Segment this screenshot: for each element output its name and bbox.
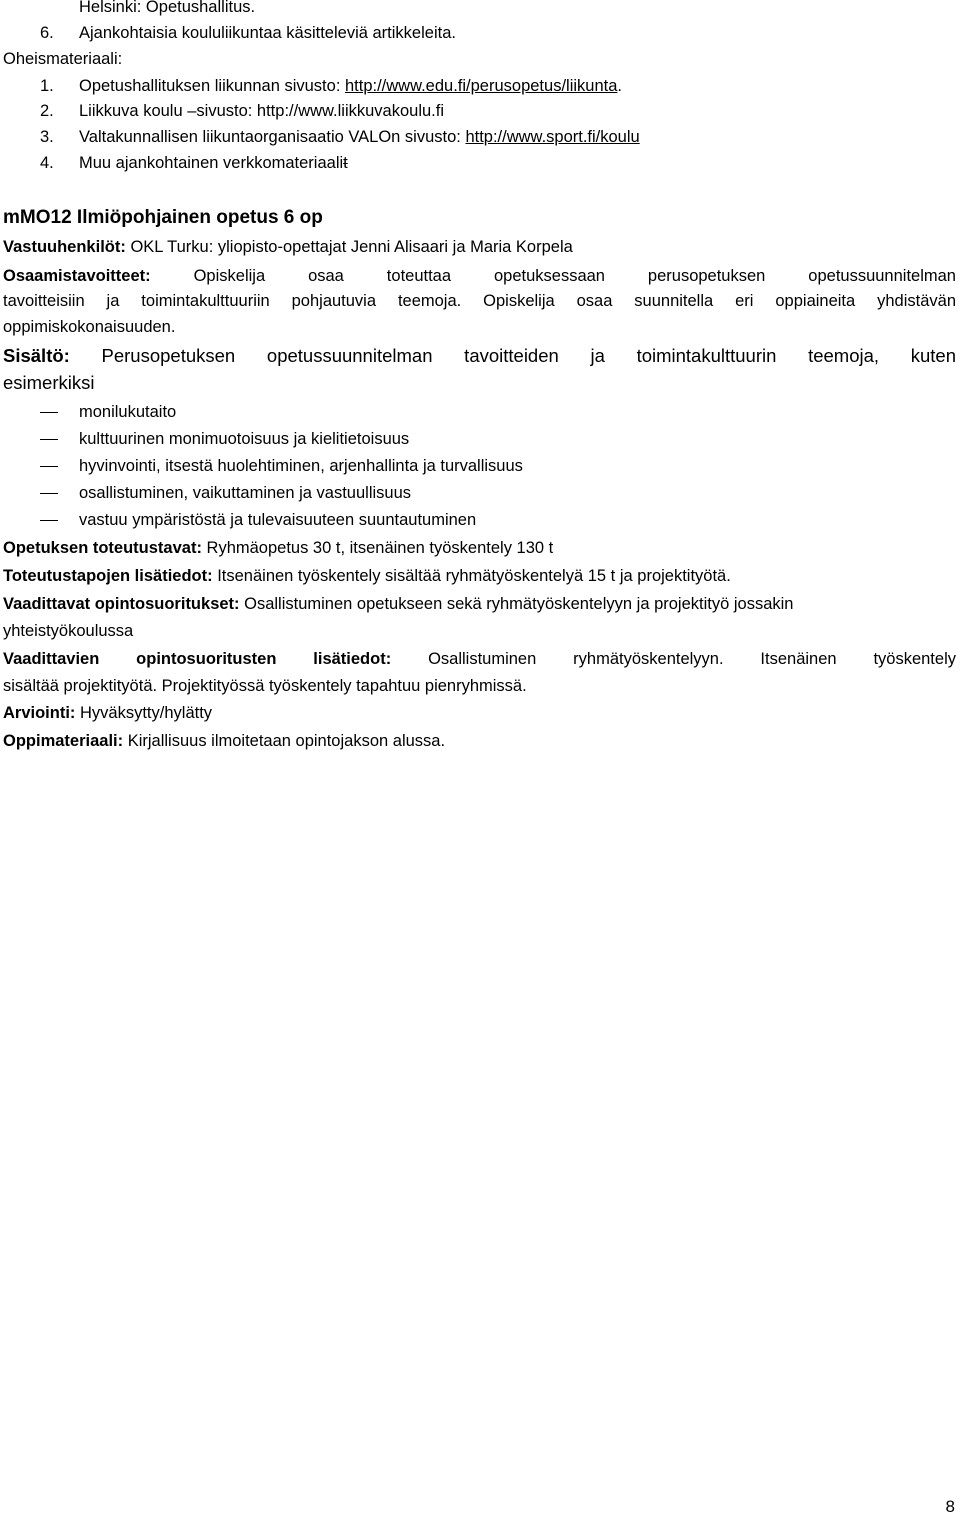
list-item: vastuu ympäristöstä ja tulevaisuuteen suuntautuminen [79, 511, 477, 529]
dash-bullet [40, 439, 58, 440]
list-item: Valtakunnallisen liikuntaorganisaatio VALOn sivusto: http://www.sport.fi/koulu [79, 128, 640, 146]
learning-outcomes-line: Osaamistavoitteet: Opiskelija osaa toteuttaa opetuksessaan perusopetuksen opetussuunnitelman [3, 267, 956, 285]
section-label: Oheismateriaali: [3, 50, 123, 68]
implementation-details: Toteutustapojen lisätiedot: Itsenäinen työskentely sisältää ryhmätyöskentelyä 15 t ja projektityötä. [3, 567, 731, 585]
learning-outcomes-line: oppimiskokonaisuuden. [3, 318, 176, 336]
page-number: 8 [945, 1497, 955, 1516]
list-item-number: 2. [40, 102, 54, 120]
course-title: mMO12 Ilmiöpohjainen opetus 6 op [3, 207, 323, 228]
learning-materials: Oppimateriaali: Kirjallisuus ilmoitetaan opintojakson alussa. [3, 732, 446, 750]
required-completion-details: Vaadittavien opintosuoritusten lisätiedot: Osallistuminen ryhmätyöskentelyyn. Itsenäinen työskentely [3, 650, 956, 668]
list-item: Muu ajankohtainen verkkomateriaalit [79, 154, 348, 172]
list-item-number: 3. [40, 128, 54, 146]
required-completion-details-cont: sisältää projektityötä. Projektityössä työskentely tapahtuu pienryhmissä. [3, 677, 527, 695]
list-item: osallistuminen, vaikuttaminen ja vastuullisuus [79, 484, 411, 502]
reference-line: Helsinki: Opetushallitus. [79, 0, 256, 16]
required-completion-cont: yhteistyökoulussa [3, 622, 134, 640]
edu-link[interactable]: http://www.edu.fi/perusopetus/liikunta [344, 77, 618, 95]
list-item-number: 1. [40, 77, 54, 95]
sport-link[interactable]: http://www.sport.fi/koulu [465, 128, 640, 146]
dash-bullet [40, 466, 58, 467]
list-item: monilukutaito [79, 403, 177, 421]
content-line: esimerkiksi [3, 372, 95, 393]
list-item: Opetushallituksen liikunnan sivusto: http://www.edu.fi/perusopetus/liikunta. [79, 77, 622, 95]
required-completion: Vaadittavat opintosuoritukset: Osallistuminen opetukseen sekä ryhmätyöskentelyyn ja projektityö jossakin [3, 595, 794, 613]
list-item: kulttuurinen monimuotoisuus ja kielitietoisuus [79, 430, 410, 448]
reference-item: Ajankohtaisia koululiikuntaa käsitteleviä artikkeleita. [79, 24, 456, 42]
dash-bullet [40, 493, 58, 494]
teaching-methods: Opetuksen toteutustavat: Ryhmäopetus 30 t, itsenäinen työskentely 130 t [3, 539, 554, 557]
dash-bullet [40, 412, 58, 413]
list-item: hyvinvointi, itsestä huolehtiminen, arjenhallinta ja turvallisuus [79, 457, 523, 475]
dash-bullet [40, 520, 58, 521]
responsible-persons: Vastuuhenkilöt: OKL Turku: yliopisto-opettajat Jenni Alisaari ja Maria Korpela [3, 238, 573, 256]
learning-outcomes-line: tavoitteisiin ja toimintakulttuuriin pohjautuvia teemoja. Opiskelija osaa suunnitella eri oppiaineita yhdistävän [3, 292, 956, 310]
list-item-number: 6. [40, 24, 54, 42]
list-item-number: 4. [40, 154, 54, 172]
content-line: Sisältö: Perusopetuksen opetussuunnitelman tavoitteiden ja toimintakulttuurin teemoja, kuten [3, 345, 956, 366]
list-item: Liikkuva koulu –sivusto: http://www.liikkuvakoulu.fi [79, 102, 444, 120]
assessment: Arviointi: Hyväksytty/hylätty [3, 704, 213, 722]
